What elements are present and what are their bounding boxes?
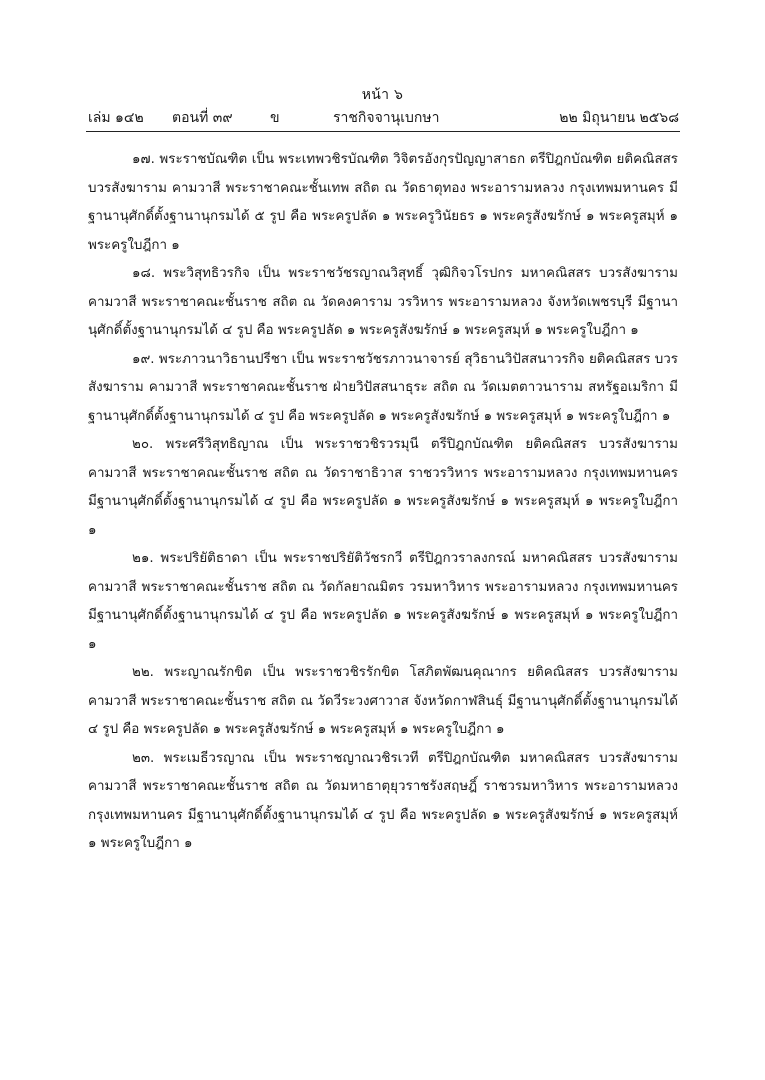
paragraph-22	[88, 659, 678, 745]
issue-date: ๒๒ มิถุนายน ๒๕๖๘	[559, 110, 679, 126]
gazette-title: ราชกิจจานุเบกษา	[333, 110, 440, 126]
paragraph-23	[88, 745, 678, 859]
volume-label: เล่ม ๑๔๒	[88, 110, 144, 126]
page-number: หน้า ๖	[361, 87, 404, 103]
section-label: ตอนที่ ๓๙	[172, 110, 233, 126]
paragraph-text: ๒๒. พระญาณรักขิต เป็น พระราชวชิรรักขิต โสภิตพัฒนคุณากร ยติคณิสสร บวรสังฆาราม คามวาสี พระราชาคณะชั้นราช สถิต ณ วัดวีระวงศาวาส จังหวัดกาฬสินธุ์ มีฐานานุศักดิ์ตั้งฐานานุกรมได้ ๔ รูป คือ พระครูปลัด ๑ พระครูสังฆรักษ์ ๑ พระครูสมุห์ ๑ พระครูใบฎีกา ๑	[88, 665, 678, 737]
paragraph-20	[88, 431, 678, 545]
part-label: ข	[270, 110, 280, 126]
paragraph-19	[88, 346, 678, 432]
paragraph-21	[88, 545, 678, 659]
paragraph-text: ๑๘. พระวิสุทธิวรกิจ เป็น พระราชวัชรญาณวิสุทธิ์ วุฒิกิจวโรปกร มหาคณิสสร บวรสังฆาราม คามวาสี พระราชาคณะชั้นราช สถิต ณ วัดคงคาราม วรวิหาร พระอารามหลวง จังหวัดเพชรบุรี มีฐานานุศักดิ์ตั้งฐานานุกรมได้ ๔ รูป คือ พระครูปลัด ๑ พระครูสังฆรักษ์ ๑ พระครูสมุห์ ๑ พระครูใบฎีกา ๑	[88, 266, 678, 338]
body-text	[88, 146, 678, 859]
paragraph-text: ๒๓. พระเมธีวรญาณ เป็น พระราชญาณวชิรเวที ตรีปิฎกบัณฑิต มหาคณิสสร บวรสังฆาราม คามวาสี พระราชาคณะชั้นราช สถิต ณ วัดมหาธาตุยุวราชรังสฤษฎิ์ ราชวรมหาวิหาร พระอารามหลวง กรุงเทพมหานคร มีฐานานุศักดิ์ตั้งฐานานุกรมได้ ๔ รูป คือ พระครูปลัด ๑ พระครูสังฆรักษ์ ๑ พระครูสมุห์ ๑ พระครูใบฎีกา ๑	[88, 750, 678, 851]
paragraph-text: ๑๗. พระราชบัณฑิต เป็น พระเทพวชิรบัณฑิต วิจิตรอังกุรปัญญาสาธก ตรีปิฎกบัณฑิต ยติคณิสสร บวรสังฆาราม คามวาสี พระราชาคณะชั้นเทพ สถิต ณ วัดธาตุทอง พระอารามหลวง กรุงเทพมหานคร มีฐานานุศักดิ์ตั้งฐานานุกรมได้ ๕ รูป คือ พระครูปลัด ๑ พระครูวินัยธร ๑ พระครูสังฆรักษ์ ๑ พระครูสมุห์ ๑ พระครูใบฎีกา ๑	[88, 152, 678, 253]
header-divider	[86, 131, 680, 132]
paragraph-text: ๑๙. พระภาวนาวิธานปรีชา เป็น พระราชวัชรภาวนาจารย์ สุวิธานวิปัสสนาวรกิจ ยติคณิสสร บวรสังฆาราม คามวาสี พระราชาคณะชั้นราช ฝ่ายวิปัสสนาธุระ สถิต ณ วัดเมตตาวนาราม สหรัฐอเมริกา มีฐานานุศักดิ์ตั้งฐานานุกรมได้ ๔ รูป คือ พระครูปลัด ๑ พระครูสังฆรักษ์ ๑ พระครูสมุห์ ๑ พระครูใบฎีกา ๑	[88, 351, 678, 424]
paragraph-17	[88, 146, 678, 260]
paragraph-text: ๒๐. พระศรีวิสุทธิญาณ เป็น พระราชวชิรวรมุนี ตรีปิฎกบัณฑิต ยติคณิสสร บวรสังฆาราม คามวาสี พระราชาคณะชั้นราช สถิต ณ วัดราชาธิวาส ราชวรวิหาร พระอารามหลวง กรุงเทพมหานคร มีฐานานุศักดิ์ตั้งฐานานุกรมได้ ๔ รูป คือ พระครูปลัด ๑ พระครูสังฆรักษ์ ๑ พระครูสมุห์ ๑ พระครูใบฎีกา ๑	[88, 437, 678, 538]
paragraph-text: ๒๑. พระปริยัติธาดา เป็น พระราชปริยัติวัชรกวี ตรีปิฎกวราลงกรณ์ มหาคณิสสร บวรสังฆาราม คามวาสี พระราชาคณะชั้นราช สถิต ณ วัดกัลยาณมิตร วรมหาวิหาร พระอารามหลวง กรุงเทพมหานคร มีฐานานุศักดิ์ตั้งฐานานุกรมได้ ๔ รูป คือ พระครูปลัด ๑ พระครูสังฆรักษ์ ๑ พระครูสมุห์ ๑ พระครูใบฎีกา ๑	[88, 551, 678, 652]
gazette-header	[0, 107, 765, 131]
paragraph-18	[88, 260, 678, 346]
